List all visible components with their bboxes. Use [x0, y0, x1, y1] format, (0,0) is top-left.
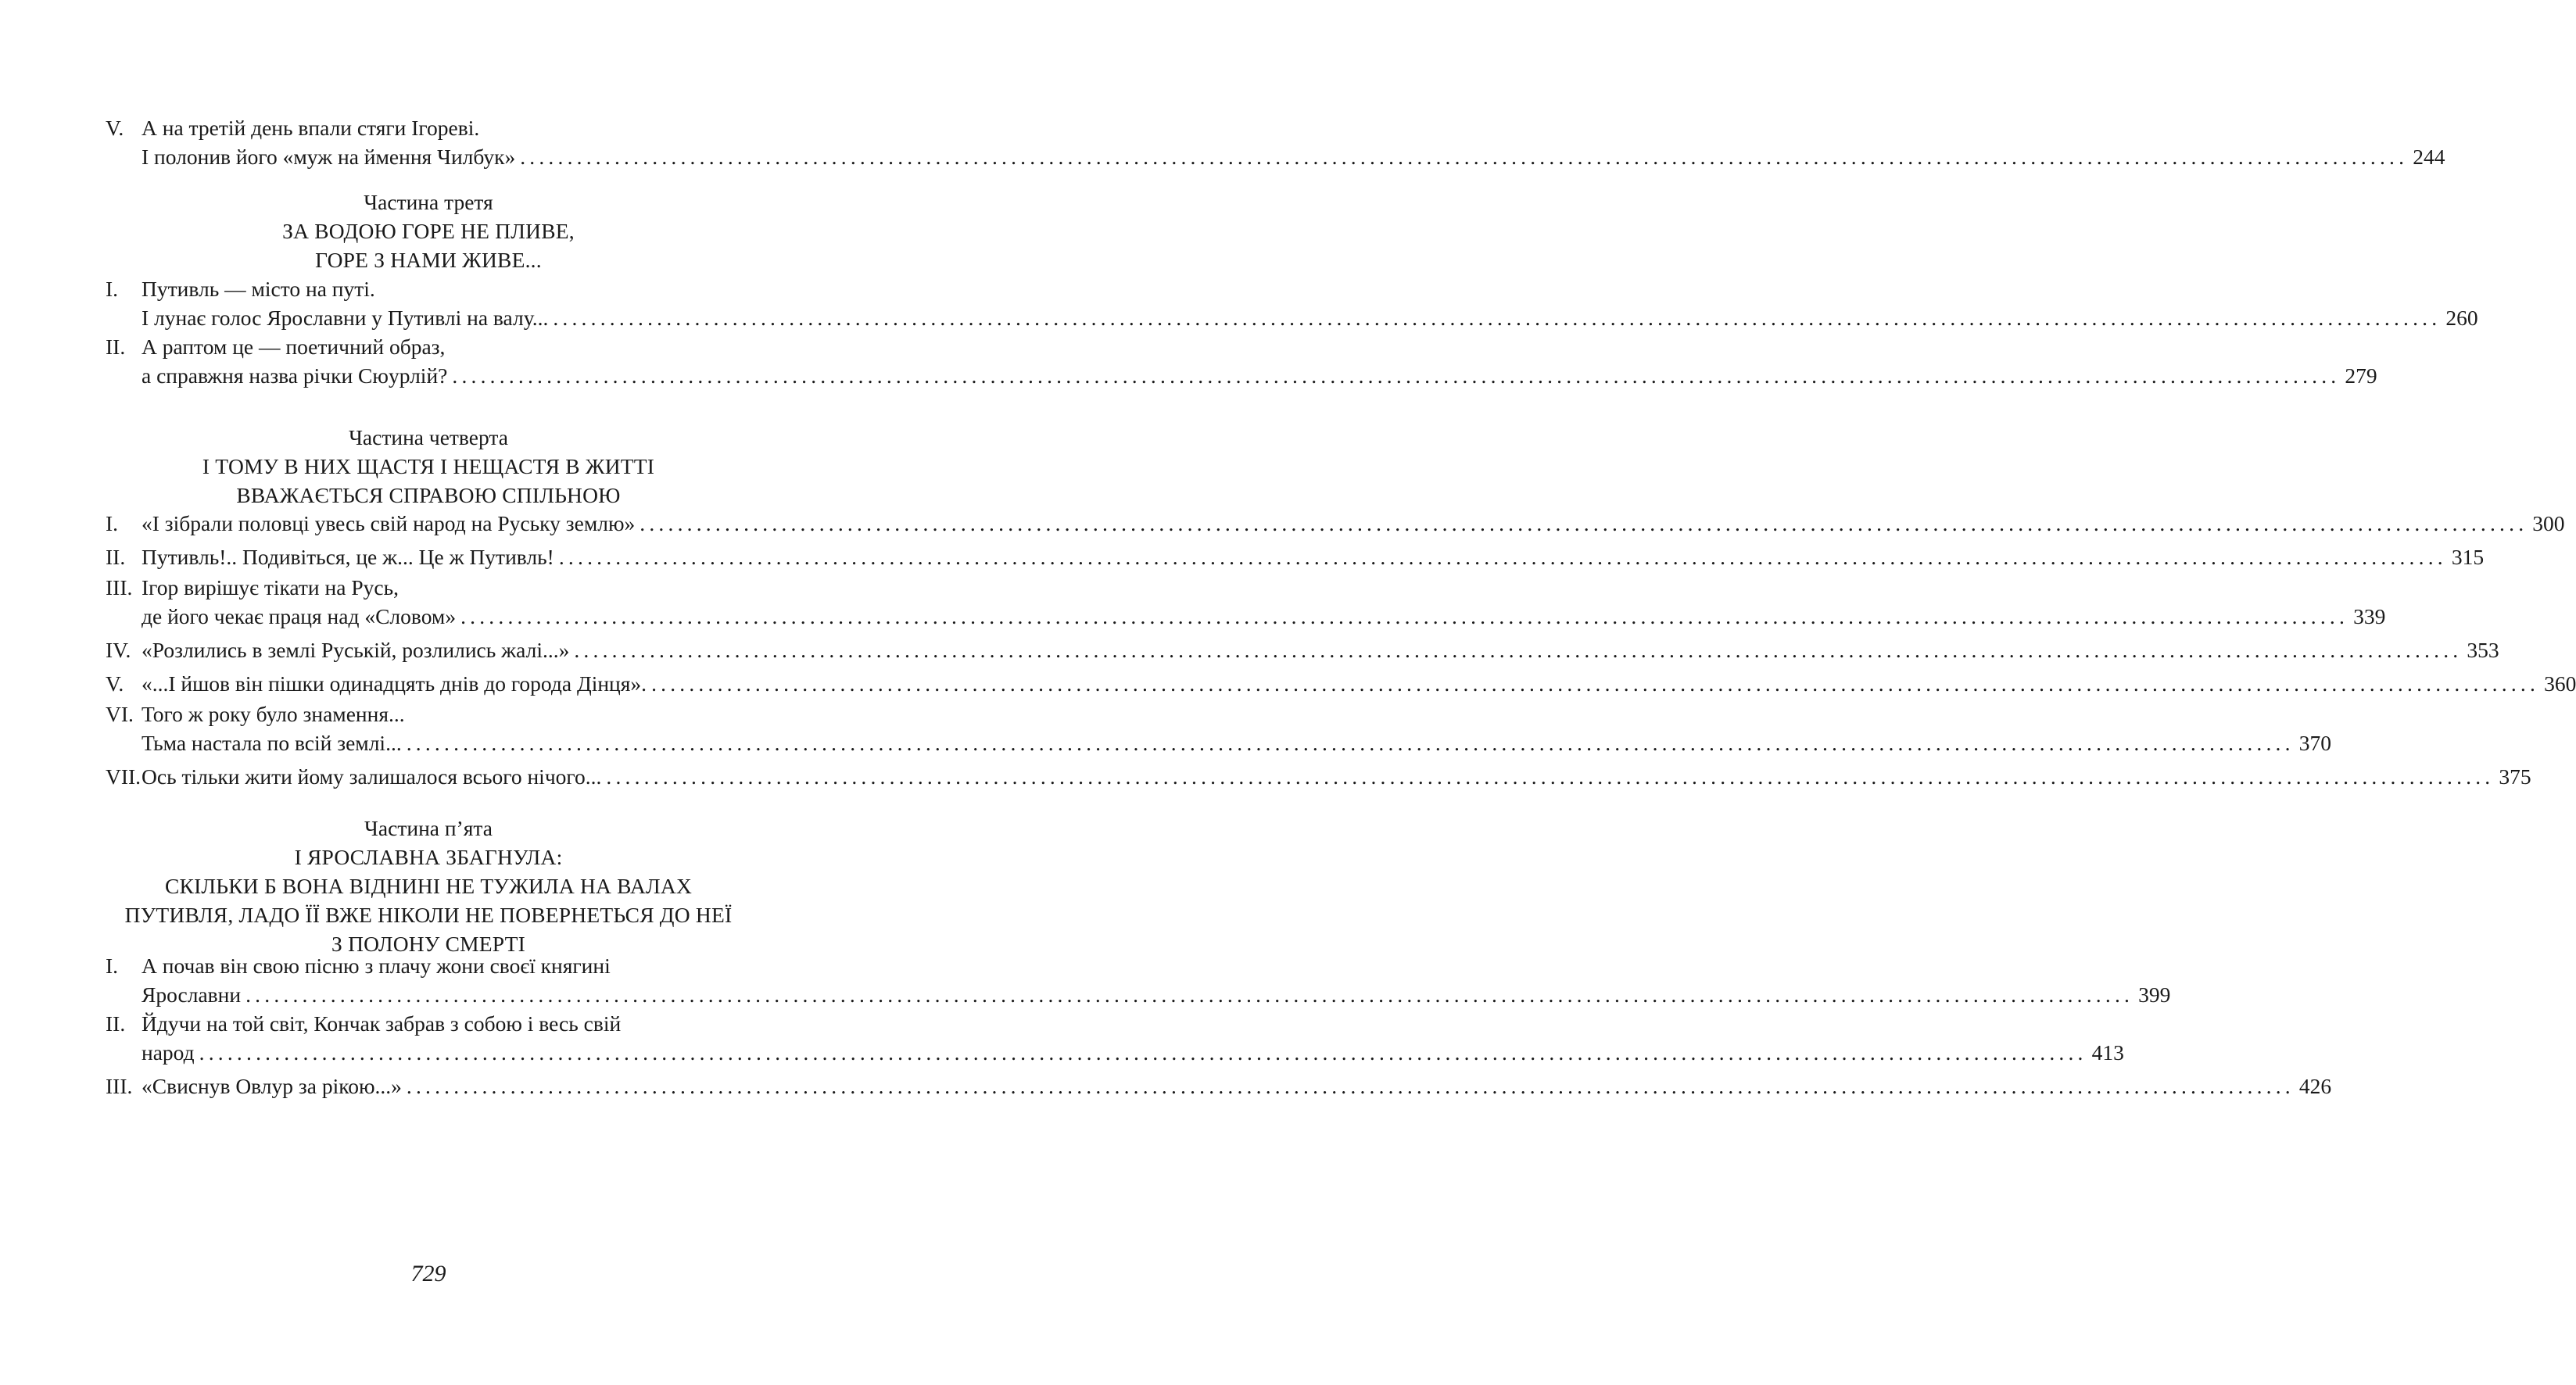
chapter-title-line: А почав він свою пісню з плачу жони своєї княгині — [142, 954, 611, 978]
chapter-number: V. — [106, 671, 124, 696]
chapter-number: I. — [106, 954, 119, 978]
part-heading — [106, 814, 751, 958]
chapter-number: II. — [106, 1011, 126, 1036]
chapter-title-line: «І зібрали половці увесь свій народ на Руську землю» — [142, 511, 636, 535]
chapter-title-line: І лунає голос Ярославни у Путивлі на валу... — [142, 306, 549, 330]
chapter-title-line: А раптом це — поетичний образ, — [142, 335, 446, 359]
chapter-title-line: «...І йшов він пішки одинадцять днів до города Дінця». — [142, 671, 647, 696]
chapter-title-line: де його чекає праця над «Словом» — [142, 604, 457, 628]
part-title-line: ГОРЕ З НАМИ ЖИВЕ... — [315, 248, 542, 272]
chapter-number: II. — [106, 545, 126, 569]
chapter-title-line: Путивль — місто на путі. — [142, 277, 375, 301]
chapter-title-line: А на третій день впали стяги Ігореві. — [142, 116, 480, 140]
folio-page-number: 729 — [410, 1261, 446, 1287]
dot-leader: ........................................................................................................................................................................................................ — [574, 638, 2463, 662]
page-number: 426 — [2298, 1074, 2332, 1098]
chapter-title-line: Йдучи на той світ, Кончак забрав з собою і весь свій — [142, 1011, 622, 1036]
page-number: 353 — [2467, 638, 2499, 662]
part-title-line: І ЯРОСЛАВНА ЗБАГНУЛА: — [294, 845, 563, 869]
dot-leader: ........................................................................................................................................................................................................ — [558, 545, 2447, 569]
part-label: Частина п’ята — [364, 816, 493, 840]
chapter-number: V. — [106, 116, 124, 140]
chapter-title-line: Тьма настала по всій землі... — [142, 731, 402, 755]
chapter-number: I. — [106, 511, 119, 535]
dot-leader: ........................................................................................................................................................................................................ — [606, 764, 2495, 789]
part-heading — [106, 423, 751, 510]
page-number: 399 — [2138, 982, 2171, 1007]
page-number: 375 — [2499, 764, 2531, 789]
part-title-line: ЗА ВОДОЮ ГОРЕ НЕ ПЛИВЕ, — [282, 219, 575, 243]
dot-leader: ........................................................................................................................................................................................................ — [406, 731, 2295, 755]
chapter-title-line: народ — [142, 1040, 195, 1065]
dot-leader: ........................................................................................................................................................................................................ — [651, 671, 2540, 696]
part-title-line: ВВАЖАЄТЬСЯ СПРАВОЮ СПІЛЬНОЮ — [236, 483, 621, 507]
chapter-title-line: Того ж року було знамення... — [142, 702, 405, 726]
dot-leader: ........................................................................................................................................................................................................ — [245, 982, 2134, 1007]
chapter-title-line: Ярославни — [142, 982, 242, 1007]
part-title-line: З ПОЛОНУ СМЕРТІ — [331, 932, 525, 956]
dot-leader: ........................................................................................................................................................................................................ — [520, 145, 2409, 169]
part-label: Частина четверта — [349, 425, 508, 449]
chapter-number: II. — [106, 335, 126, 359]
chapter-title-line: «Свиснув Овлур за рікою...» — [142, 1074, 402, 1098]
page-number: 339 — [2353, 604, 2386, 628]
dot-leader: ........................................................................................................................................................................................................ — [460, 604, 2349, 628]
part-label: Частина третя — [364, 190, 493, 214]
page-number: 370 — [2298, 731, 2331, 755]
chapter-number: IV. — [106, 638, 131, 662]
chapter-number: I. — [106, 277, 119, 301]
page-number: 360 — [2544, 671, 2576, 696]
part-heading — [106, 188, 751, 274]
part-title-line: ПУТИВЛЯ, ЛАДО ЇЇ ВЖЕ НІКОЛИ НЕ ПОВЕРНЕТЬСЯ ДО НЕЇ — [124, 903, 733, 927]
chapter-number: III. — [106, 1074, 133, 1098]
page-number: 279 — [2345, 363, 2377, 388]
page-number: 413 — [2091, 1040, 2124, 1065]
chapter-title-line: Путивль!.. Подивіться, це ж... Це ж Путивль! — [142, 545, 554, 569]
dot-leader: ........................................................................................................................................................................................................ — [640, 511, 2528, 535]
chapter-title-line: Ось тільки жити йому залишалося всього нічого... — [142, 764, 602, 789]
page-number: 244 — [2413, 145, 2445, 169]
page-number: 260 — [2445, 306, 2478, 330]
chapter-number: VI. — [106, 702, 134, 726]
page-number: 315 — [2451, 545, 2485, 569]
part-title-line: СКІЛЬКИ Б ВОНА ВІДНИНІ НЕ ТУЖИЛА НА ВАЛАХ — [164, 874, 692, 898]
dot-leader: ........................................................................................................................................................................................................ — [553, 306, 2442, 330]
chapter-title-line: Ігор вирішує тікати на Русь, — [142, 575, 399, 599]
dot-leader: ........................................................................................................................................................................................................ — [199, 1040, 2087, 1065]
chapter-number: VII. — [106, 764, 142, 789]
chapter-title-line: а справжня назва річки Сюурлій? — [142, 363, 448, 388]
page-number: 300 — [2532, 511, 2565, 535]
chapter-title-line: І полонив його «муж на ймення Чилбук» — [142, 145, 516, 169]
dot-leader: ........................................................................................................................................................................................................ — [406, 1074, 2295, 1098]
dot-leader: ........................................................................................................................................................................................................ — [452, 363, 2341, 388]
part-title-line: І ТОМУ В НИХ ЩАСТЯ І НЕЩАСТЯ В ЖИТТІ — [202, 454, 655, 478]
chapter-title-line: «Розлились в землі Руській, розлились жалі...» — [142, 638, 570, 662]
chapter-number: III. — [106, 575, 133, 599]
